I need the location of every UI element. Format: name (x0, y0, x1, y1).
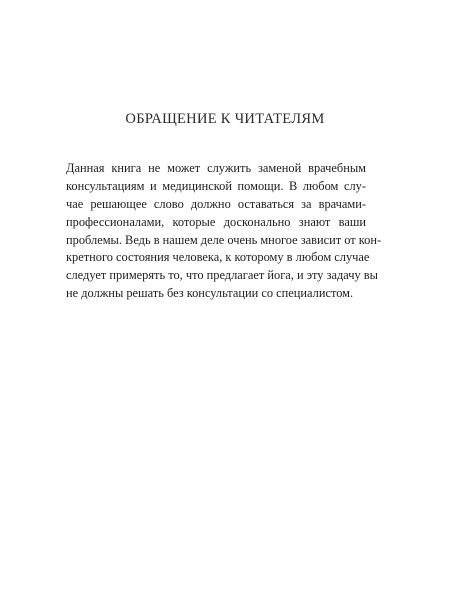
notice-paragraph (66, 160, 382, 303)
paragraph-line: консультациям и медицинской помощи. В любом слу- (66, 178, 366, 193)
paragraph-line: Данная книга не может служить заменой врачебным (66, 161, 366, 175)
paragraph-line: чае решающее слово должно оставаться за врачами- (66, 196, 366, 211)
paragraph-line-last: не должны решать без консультации со специалистом. (66, 286, 354, 301)
page-title: ОБРАЩЕНИЕ К ЧИТАТЕЛЯМ (125, 111, 325, 127)
paragraph-line: профессионалами, которые досконально знают ваши (66, 214, 366, 229)
paragraph-line: следует примерять то, что предлагает йога, и эту задачу вы (66, 268, 378, 283)
paragraph-line: кретного состояния человека, к которому в любом случае (66, 250, 370, 265)
paragraph-line: проблемы. Ведь в нашем деле очень многое зависит от кон- (66, 232, 382, 247)
